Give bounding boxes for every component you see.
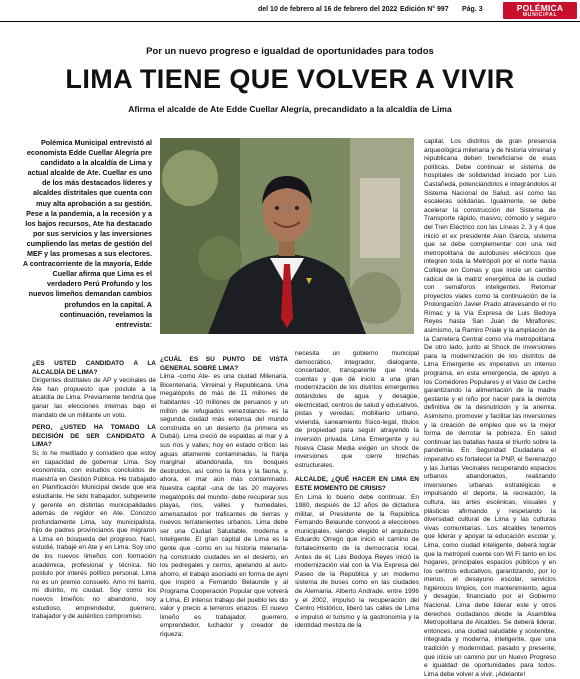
answer-paragraph: capital. Los distritos de gran presencia arqueológica milenaria y de historia virreinal y republicana deben beneficiarse de esas políticas. Debe continuar el sistema de hospitales de solidaridad iniciado por Luis Castañeda, potenciándolos e integrándolos al Sistema Nacional de Salud, así como las escaleras solidarias. Igualmente, se debe acelerar la construcción del Sistema de Transporte rápido, masivo, cómodo y seguro del Tren Eléctrico con las Líneas 2, 3 y 4 que inició el ex presidente Alan García, sistema que se debe complementar con una red metropolitana de autobuses eléctricos que integren toda la Metrópoli por el norte hasta Collique en Comas y que inicie un cambio radical de la matriz energética de la ciudad con semáforos inteligentes. Retomar proyectos viales como la continuación de la Prolongación Javier Prado atravesando el río Rímac y la Vía Expresa de Luis Bedoya Reyes hasta San Juan de Miraflores; asimismo, la Ramiro Priale y la ampliación de la Carretera Central como vía metropolitana. De otro lado, junto al Shock de inversiones para la modernización de los distritos de Lima Emergente es imperativo un intenso programa, en esta emergencia, de apoyo a los Comedores Populares y el Vaso de Leche garantizando la alimentación de la madre gestante y el niño por nacer para la derrota definitiva de la desnutrición y la anemia. Asimismo, promover y facilitar las inversiones y la creación de empleo que es la mejor forma de derrotar la pobreza. En salud continuar las batallas hasta el triunfo sobre la pandemia. En Seguridad Ciudadana el imperativo es fortalecer la PNP, el Serenazgo y las Juntas Vecinales recuperando espacios urbanos abandonados, realizando inversiones urbanas estratégicas e impulsando el deporte, la recreación, la cultura, las artes escénicas, visuales y plásticas afirmando y respetando la diversidad cultural de Lima y las culturas vivas comunitarias. Los alcaldes tenemos que liderar y apoyar la educación escolar y, Lima, como ciudad inteligente, deberá lograr que la metrópoli cuente con Wi Fi tanto en los hogares, principales espacios públicos y en los centros educativos, garantizando, por lo menos, el desayuno escolar, servicios higiénicos limpios, con mantenimiento, agua y desagüe, financiado por el Gobierno Nacional. Lima debe liderar este y otros derechos ciudadanos desde la Asamblea Metropolitana de Alcaldes. Se deberá liderar, entonces, una ciudad saludable y sostenible, integrada y moderna, inteligente, que una tradición y modernidad, pasado y presente, que inicie un camino por un Nuevo Progreso e igualdad de oportunidades para todos. Lima debe volver a vivir. ¡Adelante! bbox=[424, 138, 556, 678]
issue-date: del 10 de febrero al 16 de febrero del 2022 bbox=[258, 6, 398, 13]
answer-paragraph: Dirigentes distritales de AP y vecinales de Ate han propuesto que postule a la alcaldía de Lima. Previamente tendría que ganar las elecciones internas bajo el mandato de un militante un voto. bbox=[32, 377, 156, 419]
column-2 bbox=[160, 356, 288, 640]
article-intro: Polémica Municipal entrevistó al economista Edde Cuellar Alegría pre candidato a la alcaldía de Lima y actual alcalde de Ate. Cuellar es uno de los más destacados líderes y alcaldes distritales que cuenta con muy alta aprobación a su gestión. Pese a la pandemia, a la recesión y a los bajos recursos, Ate ha destacado por sus servicios y las inversiones cumpliendo las metas de gestión del MEF y las promesas a sus electores. A contracorriente de la mayoría, Edde Cuellar afirma que Lima es el verdadero Perú Profundo y los nuevos limeños demandan cambios profundos en la capital. A continuación, revelamos la entrevista: bbox=[22, 138, 152, 329]
question-heading: ¿CUÁL ES SU PUNTO DE VISTA GENERAL SOBRE LIMA? bbox=[160, 356, 288, 372]
edition-number: Edición N° 997 bbox=[400, 6, 449, 13]
question-heading: PERO, ¿USTED HA TOMADO LA DECISIÓN DE SER CANDIDATO A LIMA? bbox=[32, 424, 156, 449]
answer-paragraph: Lima -como Ate- es una ciudad Milenaria, Bicentenaria, Virreinal y Republicana. Una megalópolis de más de 11 millones de habitantes -10 millones de peruanos y un millón de refugiados venezolanos- es la segunda ciudad más extensa del mundo construida en un desierto (la primera es Dubái). Lima creció de espaldas al mar y a sus ríos y valles; hoy en estado crítico: las aguas altamente contaminadas, la franja marginal abandonada, los bosques destruidos, así como la flora y la fauna, y, ahora, el mar aún más contaminado. Nuestra capital -una de las 20 mayores megalópolis del mundo- debe recuperar sus playas, ríos, valles y humedales, amenazados por traficantes de tierras y nuevos terratenientes urbanos. Lima debe ser una Ciudad Saludable, moderna e Inteligente. El gran capital de Lima es la gente que -como en su historia milenaria- ha construido ciudades en el desierto, en los pedregales y cerros, apelando al auto-ahorro, el trabajo asociado en forma de ayni que inspiró a Fernando Belaunde y al Programa Cooperación Popular que volverá a Lima. El intenso trabajo del pueblo les dio valor y precio a terrenos eriazos. El nuevo limeño es trabajador, guerrero, emprendedor, luchador y creador de riqueza; bbox=[160, 373, 288, 638]
logo-sub-text: MUNICIPAL bbox=[522, 12, 558, 18]
article-subhead: Afirma el alcalde de Ate Edde Cuellar Alegría, precandidato a la alcaldía de Lima bbox=[128, 104, 452, 114]
newspaper-logo bbox=[503, 2, 577, 19]
answer-paragraph: En Lima lo bueno debe continuar. En 1980, después de 12 años de dictadura militar, el Presidente de la República Fernando Belaunde convocó a elecciones municipales, siendo elegido el arquitecto Eduardo Orrego que inició el camino de fortalecimiento de la democracia local. Antes de él, Luis Bedoya Reyes inició la modernización vial con la Vía Expresa del Paseo de la República y un moderno sistema de buses como en las ciudades de Alemania. Alberto Andrade, entre 1996 y el 2002, impulsó la recuperación del Centro Histórico, liberó las calles de Lima e impulsó el turismo y la gastronomía y la identidad mestiza de la bbox=[295, 493, 419, 630]
page-number: Pág. 3 bbox=[462, 6, 483, 13]
article-kicker: Por un nuevo progreso e igualdad de oportunidades para todos bbox=[146, 46, 434, 57]
column-3 bbox=[295, 350, 419, 631]
question-heading: ¿ES USTED CANDIDATO A LA ALCALDÍA DE LIMA? bbox=[32, 360, 156, 376]
logo-main-text: POLÉMICA bbox=[516, 3, 564, 13]
answer-paragraph: Si, lo he meditado y considero que estoy en capacidad de gobernar Lima. Soy economista, con estudios concluidos de maestría en Gestión Pública. He trabajado en Planificación Municipal desde que era estudiante. He sido trabajador, subgerente y gerente en distintas municipalidades además de regidor en Ate. Conozco profundamente Lima, soy municipalista, hijo de padres provincianos que migraron a Lima en búsqueda del progreso. Nací, estudié, trabajé en Ate y en Lima. Soy uno de los nuevos limeños con formación académica, profesional y técnica. No postulo por interés político personal. Lima no es un premio consuelo. Amo mi barrio, mi distrito, mi ciudad. Soy como los nuevos limeños: no abandono, soy estudioso, emprendedor, guerrero, trabajador y de auténtico compromiso. bbox=[32, 449, 156, 621]
masthead-bar bbox=[0, 0, 580, 20]
question-heading: ALCALDE, ¿QUÉ HACER EN LIMA EN ESTE MOMENTO DE CRISIS? bbox=[295, 476, 419, 492]
candidate-photo bbox=[160, 138, 414, 334]
article-headline: LIMA TIENE QUE VOLVER A VIVIR bbox=[65, 64, 515, 94]
portrait-illustration bbox=[160, 138, 414, 334]
column-1 bbox=[32, 360, 156, 622]
answer-paragraph: necesita un gobierno municipal democrático, integrador, dialogante, concertador, transparente que rinda cuentas y que dé inicio a una gran modernización de los distritos emergentes dotándoles de agua y desagüe, electricidad, centros de salud y educativos, pistas y veredas; mobiliario urbano, vivienda, saneamiento físico-legal, títulos de propiedad para seguir atrayendo la inversión privada. Lima Emergente y su Nueva Clase Media exigen un shock de inversiones que cierre brechas estructurales. bbox=[295, 350, 419, 469]
masthead-divider bbox=[0, 21, 580, 22]
column-4 bbox=[424, 138, 556, 679]
